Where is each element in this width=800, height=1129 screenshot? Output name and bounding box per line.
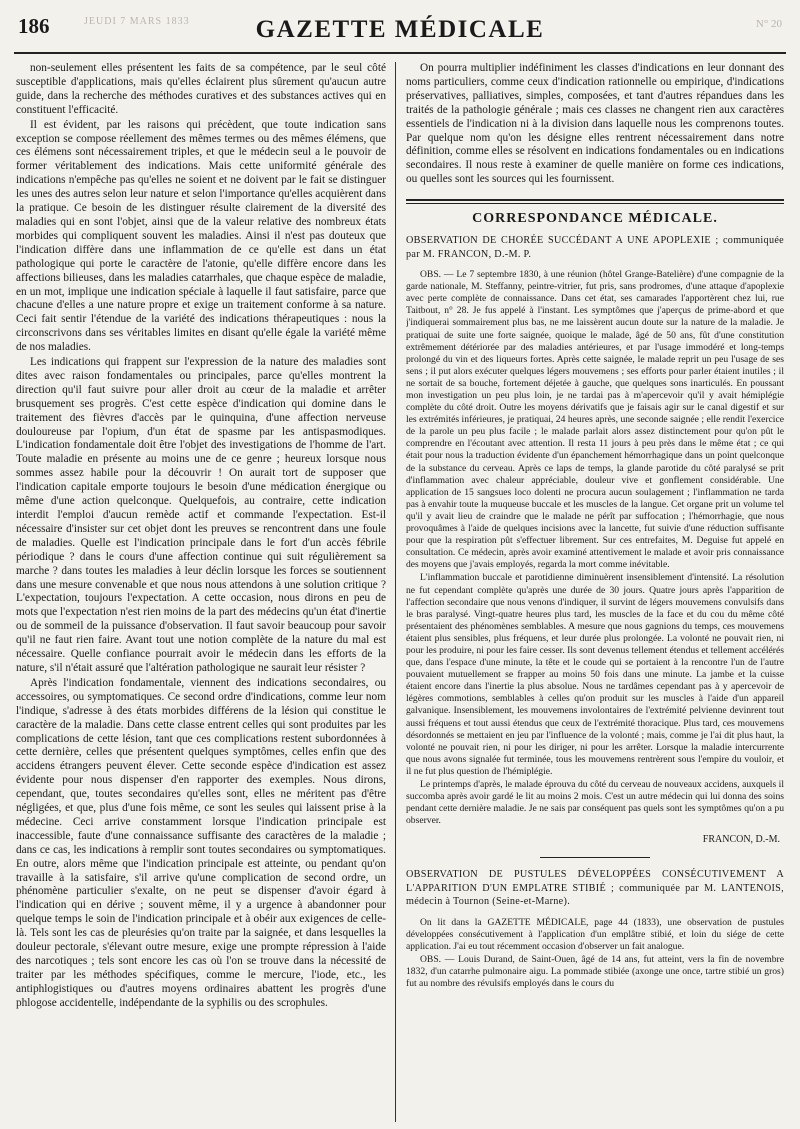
author-signature: FRANCON, D.-M. — [702, 834, 780, 846]
observation-paragraph: L'inflammation buccale et parotidienne diminuèrent insensiblement d'intensité. La résolution ne fut cependant complète qu'après une durée de 30 jours. Quatre jours après l'apparition de l'affection secondaire que nous venons d'indiquer, il survint de légers mouvemens convulsifs dans le bras paralysé. Vingt-quatre heures plus tard, les muscles de la face et du cou du même côté présentaient des phénomènes semblables. A mesure que nous gagnions du temps, ces mouvemens étaient plus sensibles, plus fréquens, et leur durée plus prolongée. La volonté ne pouvait rien, ni pour les produire, ni pour les faire cesser. Ils sont devenus tellement étendus et tellement accélérés que, dans l'espace d'une minute, la tête et le coude qui se portaient à la rencontre l'un de l'autre pouvaient mutuellement se frapper au moins 50 fois dans une minute. La jambe et la cuisse étaient encore dans l'inertie la plus absolue. Nous ne tardâmes cependant pas à y apercevoir de légères commotions, semblables à celles qu'on produit sur les muscles à l'aide d'un appareil galvanique. Insensiblement, les mouvemens involontaires de l'extrémité pelvienne devinrent tout aussi fréquens et tout aussi étendus que ceux de l'extrémité thoracique. Plus tard, ces mouvemens désordonnés se mettaient en jeu par l'influence de la volonté ; mais, comme je l'ai dit plus haut, la volonté ne pouvait rien, ni pour les diriger, ni pour les arrêter. Lorsque la maladie intercurrente que nous avons signalée fut terminée, tous les mouvemens rentrèrent sous l'empire du vouloir, et il ne fut plus question de l'hémiplégie. — [406, 572, 784, 777]
columns — [14, 62, 786, 1122]
observation-paragraph: OBS. — Louis Durand, de Saint-Ouen, âgé de 14 ans, fut atteint, vers la fin de novembre 1832, d'un catarrhe pulmonaire aigu. La pommade stibiée (axonge une once, tartre stibié un gros) fut au nombre des révulsifs employés dans le cours du — [406, 954, 784, 990]
observation-title: OBSERVATION DE PUSTULES DÉVELOPPÉES CONSÉCUTIVEMENT A L'APPARITION D'UN EMPLATRE STIBIÉ ; communiquée par M. LANTENOIS, médecin à Tournon (Seine-et-Marne). — [406, 869, 784, 908]
column-divider — [395, 62, 396, 1122]
observation-paragraph: On lit dans la GAZETTE MÉDICALE, page 44 (1833), une observation de pustules développées consécutivement à l'application d'un emplâtre stibié, et loin du siége de cette application. J'ai eu tout récemment occasion d'observer un fait analogue. — [406, 916, 784, 952]
separator-rule — [540, 857, 650, 858]
left-paragraph: Après l'indication fondamentale, viennent des indications secondaires, ou accessoires, ou symptomatiques. Ce second ordre d'indications, comme leur nom l'indique, s'adresse à des états morbides différens de la lésion qui constitue le caractère de la maladie. Dans cette classe entrent celles qui sont produites par les complications de cette lésion, tant que ces complications restent subordonnées à cette dernière, celles que présentent quelques symptômes, celles enfin que des accidens étrangers peuvent élever. Cette seconde espèce d'indication est assez évidente pour nous dispenser d'en rapporter des exemples. Nous dirons, cependant, que, toutes secondaires qu'elles sont, elles ne méritent pas d'être négligées, et que, plus d'une fois même, ce sont les seules qui laissent prise à la médecine. Ceci arrive constamment lorsque l'indication principale est inaccessible, faute d'une connaissance suffisante des caractères de la maladie ; dans ce cas, les indications à remplir sont toutes secondaires ou symptomatiques. En outre, alors même que l'indication principale est atteinte, ou pendant qu'on travaille à la satisfaire, s'il arrive qu'une complication de second ordre, un phénomène particulier s'exalte, on ne peut se dispenser d'avoir égard à l'indication qui en dérive ; souvent même, il y a urgence à abandonner pour quelque temps le soin de l'indication principale et à obéir aux exigences de celle-là. Tels sont les cas de pleurésies qu'on traite par la saignée, et dans lesquelles la douleur pectorale, s'élevant outre mesure, exige une prompte répression à l'aide des narcotiques ; tels sont encore les cas où l'on se trouve dans la nécessité de traiter par les méthodes spécifiques, comme le mercure, l'iode, etc., les antiphlogistiques ou d'autres moyens ordinaires abattent les progrès d'une phlogose accidentelle, indépendante de la syphilis ou des scrophules. — [16, 676, 386, 1009]
observation-paragraph: OBS. — Le 7 septembre 1830, à une réunion (hôtel Grange-Batelière) d'une compagnie de la garde nationale, M. Steffanny, peintre-vitrier, fut pris, sans prodromes, d'une attaque d'apoplexie avec perte complète de connaissance. Dans cet état, ses camarades l'apportèrent chez lui, rue Taitbout, n° 28. Je fus appelé à l'instant. Les symptômes que j'aperçus de prime-abord et que j'indiquerai sommairement plus bas, ne me laissèrent aucun doute sur la nature de la maladie. Je pratiquai de suite une forte saignée, quoique le malade, âgé de 50 ans, fût d'une constitution extrêmement détériorée par des maladies antérieures, et par l'usage immodéré et long-temps prolongé du vin et des liqueurs fortes. Après cette saignée, le malade reprit un peu l'usage de ses sens ; il put alors exécuter quelques légers mouvemens ; ses efforts pour parler étaient inutiles ; il ne sortait de sa bouche, fortement déjetée à gauche, que quelques sons inarticulés. En poussant mon investigation un peu plus loin, je ne tardai pas à m'apercevoir qu'il y avait hémiplégie complète du côté droit. Outre les moyens dérivatifs que je faisais agir sur le canal digestif et sur les extrémités inférieures, je pratiquai, 24 heures après, une seconde saignée ; elle rendit l'exercice de la parole un peu plus facile ; le malade parlait alors assez distinctement pour qu'on pût le comprendre en l'écoutant avec attention. Il resta 11 jours à peu près dans le même état ; ce qui était pour nous la traduction évidente d'un épanchement hémorrhagique dans un point quelconque de la substance du cerveau. Après ce laps de temps, la glande parotide du côté paralysé se prit d'inflammation avec chaleur appréciable, douleur vive et gonflement considérable. Une application de 15 sangsues loco dolenti ne procura aucun soulagement ; l'inflammation ne tarda pas à envahir toute la muqueuse buccale et les muscles de la langue. Cet organe prit un volume tel qu'il y avait lieu de craindre que le malade ne pérît par suffocation ; l'hémorrhagie, que nous provoquâmes à l'aide de quelques incisions avec la lancette, fut suivie d'une réduction suffisante pour que la respiration pût s'effectuer librement. Sur ces entrefaites, M. Deguise fut appelé en consultation. Ce médecin, après avoir examiné attentivement le malade et avoir pris connaissance des moyens que j'avais employés, regarda la mort comme inévitable. — [406, 269, 784, 571]
newspaper-page — [14, 10, 786, 1122]
page-header — [14, 10, 786, 54]
section-rule-thin — [406, 203, 784, 204]
left-paragraph: Les indications qui frappent sur l'expression de la nature des maladies sont dites avec raison fondamentales ou principales, parce qu'elles montrent la direction qu'il faut suivre pour aller droit au cœur de la maladie et arrêter brusquement ses progrès. C'est cette espèce d'indication qui domine dans le traitement des fièvres d'accès par le quinquina, d'une affection nerveuse douloureuse par l'opium, d'un état de spasme par les antispasmodiques. L'indication fondamentale doit être l'objet des investigations de l'homme de l'art. Toute maladie en présente au moins une de ce genre ; heureux lorsque nous sommes assez habile pour la découvrir ! On aurait tort de supposer que l'indication capitale emporte toujours le besoin d'une médication énergique ou même d'une action quelconque. Quelquefois, au contraire, cette indication interdit l'emploi d'aucun remède actif et commande l'expectation. Est-il nécessaire d'insister sur cet objet dont les preuves se rencontrent dans une foule de maladies. Quelle est l'indication principale dans le fort d'un accès fébrile périodique ? dans le cours d'une affection continue qui suit régulièrement sa marche ? dans toutes les maladies à leur déclin lorsque les forces se soutiennent dans une mesure convenable et que nous nous attendons à une solution critique ? L'expectation, toujours l'expectation. A cette occasion, nous dirons en peu de mots que l'expectation n'est rien moins de la part des médecins qu'un état d'inertie ou de sommeil de la puissance d'observation. Il faut savoir beaucoup pour savoir qu'il ne faut rien faire. Avant tout une notion complète de la nature du mal est nécessaire. Quelle confiance pourrait avoir le médecin dans les efforts de la nature, s'il n'était assuré que l'altération pathologique ne saurait leur résister ? — [16, 356, 386, 674]
section-rule — [406, 199, 784, 201]
left-paragraph: Il est évident, par les raisons qui précèdent, que toute indication sans exception se compose réellement des mêmes termes ou des mêmes élémens, que ces élémens sont nécessairement triples, et que le médecin seul a le pouvoir de former véritablement des indications. Mais cette uniformité générale des indications n'empêche pas qu'elles ne soient et ne doivent par le fait se distinguer les unes des autres selon leur nature et selon l'importance qu'elles acquièrent dans la pratique. Ce besoin de les distinguer résulte clairement de la diversité des maladies qui en sont l'objet, ainsi que de la valeur relative des nombreux états morbides qui compliquent souvent les maladies. Ainsi il n'est pas douteux que l'indication diffère dans une inflammation de ce qu'elle est dans un état pathologique qui porte le caractère de l'atonie, qu'elle diffère encore dans les affections bilieuses, dans les maladies catarrhales, que chaque espèce de maladie, en un mot, implique une indication spéciale à laquelle il faut satisfaire, parce que chacune d'elles a une nature propre et exige un traitement conforme à sa nature. Ceci fait sentir l'étendue de la variété des indications thérapeutiques : nous la circonscrivons dans ses véritables limites en disant qu'elle égale la variété même de nos maladies. — [16, 118, 386, 354]
journal-title: GAZETTE MÉDICALE — [255, 16, 545, 43]
left-column — [16, 62, 386, 1122]
section-title: CORRESPONDANCE MÉDICALE. — [472, 211, 718, 227]
issue-number: N° 20 — [755, 18, 782, 30]
right-column — [406, 62, 784, 1122]
right-intro-paragraph: On pourra multiplier indéfiniment les classes d'indications en leur donnant des noms particuliers, comme ceux d'indication rationnelle ou empirique, d'indications préservatives, palliatives, simples, composées, et tant d'autres répandues dans les traités de la pathologie générale ; mais ces classes ne changent rien aux caractères essentiels de l'indication ni à la division dans laquelle nous les comprenons toutes. Par quelque nom qu'on les désigne elles rentrent nécessairement dans notre définition, comme elles se résolvent en indications fondamentales ou en indications secondaires. Il nous reste à examiner de quelle manière on forme ces indications, ou quelles sont les sources qui les fournissent. — [406, 62, 784, 186]
observation-title: OBSERVATION DE CHORÉE SUCCÉDANT A UNE APOPLEXIE ; communiquée par M. FRANCON, D.-M. P. — [406, 235, 784, 260]
observation-paragraph: Le printemps d'après, le malade éprouva du côté du cerveau de nouveaux accidens, auxquels il succomba après avoir gardé le lit au moins 2 mois. C'est un autre médecin qui lui donna des soins pendant cette dernière maladie. Je ne sais par conséquent pas quels sont les symptômes qu'on a pu observer. — [406, 779, 784, 827]
issue-date: JEUDI 7 MARS 1833 — [84, 16, 190, 27]
page-number: 186 — [18, 14, 50, 38]
left-paragraph: non-seulement elles présentent les faits de sa compétence, par le seul côté susceptible d'applications, mais qu'elles éclairent plus sûrement qu'aucun autre guide, dans la recherche des méthodes curatives et des substances actives qui en constituent l'efficacité. — [16, 62, 386, 116]
